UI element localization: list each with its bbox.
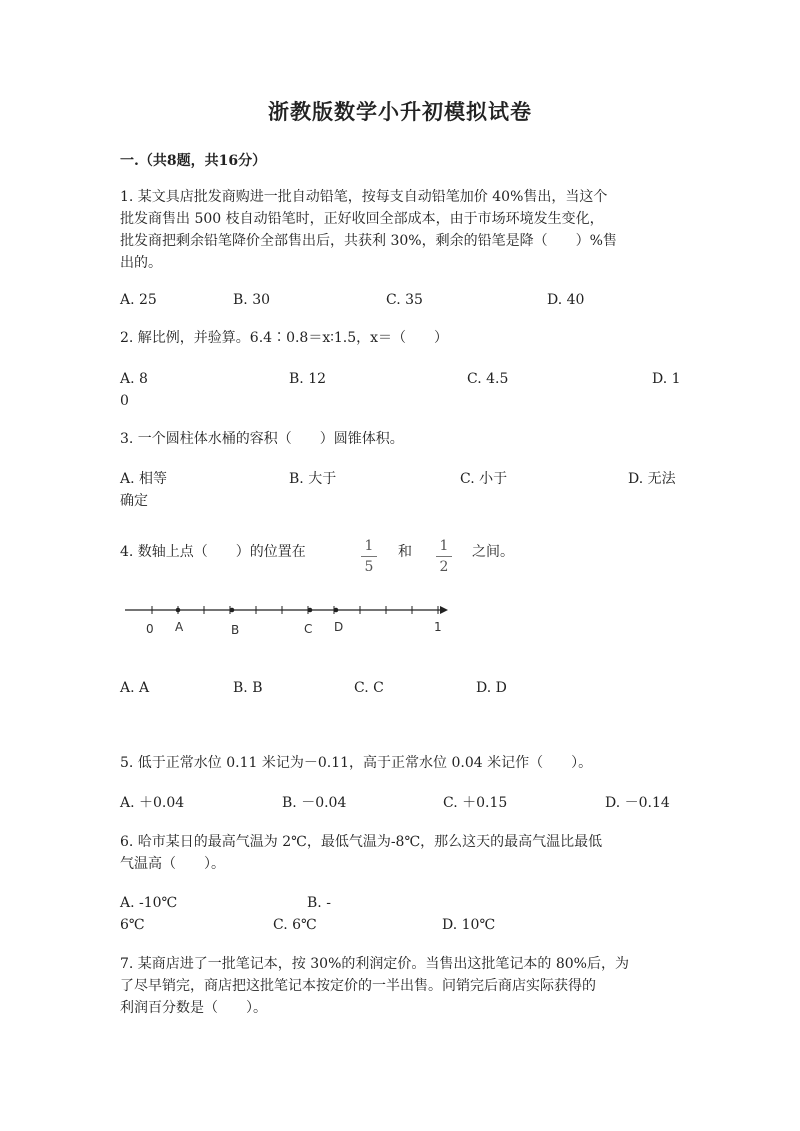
q3-option-a[interactable]: A. 相等 <box>120 471 168 487</box>
q2-option-b[interactable]: B. 12 <box>289 371 327 387</box>
question-6-line: 气温高（ ）。 <box>120 856 225 872</box>
q1-option-d[interactable]: D. 40 <box>547 292 585 308</box>
q1-option-b[interactable]: B. 30 <box>233 292 271 308</box>
fraction-bar <box>361 556 377 557</box>
question-4-text-end: 之间。 <box>472 544 514 560</box>
q5-option-d[interactable]: D. －0.14 <box>605 795 670 811</box>
q2-option-d-wrap: 0 <box>120 393 129 409</box>
question-1-line: 1. 某文具店批发商购进一批自动铅笔，按每支自动铅笔加价 40%售出，当这个 <box>120 189 608 205</box>
q5-option-c[interactable]: C. ＋0.15 <box>443 795 508 811</box>
axis-label-b: B <box>231 623 240 637</box>
question-7-line: 利润百分数是（ ）。 <box>120 1000 267 1016</box>
fraction-denominator: 2 <box>439 559 449 575</box>
question-7 <box>120 953 675 1019</box>
question-4-text: 4. 数轴上点（ ）的位置在 <box>120 544 306 560</box>
axis-label-d: D <box>334 620 344 634</box>
axis-label-a: A <box>175 620 184 634</box>
question-1 <box>120 186 675 274</box>
q2-option-d[interactable]: D. 1 <box>652 371 681 387</box>
q2-option-c[interactable]: C. 4.5 <box>467 371 509 387</box>
point-c-marker <box>308 608 313 613</box>
q3-option-b[interactable]: B. 大于 <box>289 471 337 487</box>
q1-option-c[interactable]: C. 35 <box>386 292 423 308</box>
question-1-line: 批发商售出 500 枝自动铅笔时，正好收回全部成本，由于市场环境发生变化， <box>120 211 604 227</box>
q4-option-b[interactable]: B. B <box>233 680 263 696</box>
number-line <box>120 598 460 638</box>
fraction-bar <box>436 556 452 557</box>
q3-option-c[interactable]: C. 小于 <box>460 471 508 487</box>
fraction-denominator: 5 <box>364 559 374 575</box>
page-title: 浙教版数学小升初模拟试卷 <box>268 99 532 124</box>
q5-option-a[interactable]: A. ＋0.04 <box>120 795 185 811</box>
number-line-arrow <box>440 606 448 614</box>
q6-option-b-wrap: 6℃ <box>120 917 145 933</box>
fraction-one-half <box>436 538 452 575</box>
question-6-line: 6. 哈市某日的最高气温为 2℃，最低气温为-8℃，那么这天的最高气温比最低 <box>120 834 603 850</box>
q3-option-d-wrap: 确定 <box>120 493 148 509</box>
q4-option-d[interactable]: D. D <box>476 680 507 696</box>
question-3: 3. 一个圆柱体水桶的容积（ ）圆锥体积。 <box>120 431 404 447</box>
q5-option-b[interactable]: B. －0.04 <box>282 795 347 811</box>
question-1-line: 批发商把剩余铅笔降价全部售出后，共获利 30%，剩余的铅笔是降（ ）%售 <box>120 233 617 249</box>
q4-option-c[interactable]: C. C <box>354 680 384 696</box>
fraction-numerator: 1 <box>364 538 374 554</box>
point-b-marker <box>230 608 235 613</box>
q3-option-d[interactable]: D. 无法 <box>628 471 676 487</box>
point-a-marker <box>176 608 181 613</box>
q6-option-d[interactable]: D. 10℃ <box>442 917 496 933</box>
axis-label-c: C <box>304 622 313 636</box>
question-6 <box>120 831 675 875</box>
point-d-marker <box>334 608 339 613</box>
q4-option-a[interactable]: A. A <box>120 680 150 696</box>
question-4-and: 和 <box>398 544 412 560</box>
q6-option-a[interactable]: A. -10℃ <box>120 895 178 911</box>
q2-option-a[interactable]: A. 8 <box>120 371 148 387</box>
axis-label-zero: 0 <box>146 622 154 636</box>
axis-label-one: 1 <box>434 620 442 634</box>
question-5: 5. 低于正常水位 0.11 米记为－0.11，高于正常水位 0.04 米记作（ ）。 <box>120 755 593 771</box>
question-7-line: 了尽早销完，商店把这批笔记本按定价的一半出售。问销完后商店实际获得的 <box>120 978 596 994</box>
section-heading: 一.（共8题，共16分） <box>120 153 267 169</box>
q6-option-c[interactable]: C. 6℃ <box>273 917 317 933</box>
question-2: 2. 解比例，并验算。6.4∶0.8＝x∶1.5，x＝（ ） <box>120 330 449 346</box>
q1-option-a[interactable]: A. 25 <box>120 292 157 308</box>
fraction-one-fifth <box>361 538 377 575</box>
fraction-numerator: 1 <box>439 538 449 554</box>
question-7-line: 7. 某商店进了一批笔记本，按 30%的利润定价。当售出这批笔记本的 80%后，为 <box>120 956 629 972</box>
q6-option-b[interactable]: B. - <box>307 895 331 911</box>
question-1-line: 出的。 <box>120 255 162 271</box>
